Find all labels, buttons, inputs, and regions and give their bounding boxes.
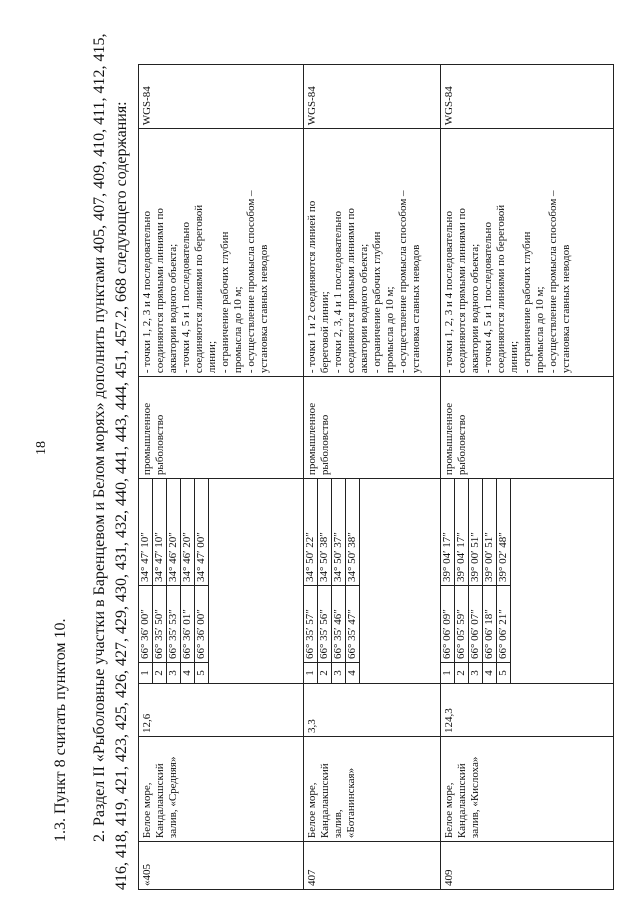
fishing-type-line: промышленное (141, 402, 153, 476)
point-number: 4 (346, 663, 360, 684)
datum-label: WGS-84 (141, 86, 153, 126)
paragraph-item-2: 2. Раздел II «Рыболовные участки в Баренцевом и Белом морях» дополнить пунктами 405, 407, 409, 410, 411, 412, 415, (91, 33, 108, 842)
fishing-type-cell (139, 377, 304, 479)
coordinates-table (304, 479, 360, 683)
point-number: 1 (441, 663, 455, 684)
table-row (304, 65, 441, 890)
latitude: 66° 06′ 21″ (497, 586, 511, 663)
longitude: 34° 50′ 38″ (318, 479, 332, 585)
latitude: 66° 35′ 56″ (318, 586, 332, 663)
boundary-description-line: - точки 1, 2, 3 и 4 последовательно (141, 211, 153, 374)
fishing-type-cell (441, 377, 614, 479)
fishing-type-line: рыболовство (154, 414, 166, 476)
coordinates-table (139, 479, 209, 683)
latitude: 66° 36′ 00″ (139, 586, 153, 663)
boundary-description-line: соединяются линиями по береговой (193, 204, 205, 374)
coordinate-row (497, 479, 511, 683)
coordinate-row (346, 479, 360, 683)
fishing-areas-table (138, 64, 614, 890)
longitude: 34° 50′ 37″ (332, 479, 346, 585)
longitude: 34° 47′ 10″ (153, 479, 167, 585)
point-number: 1 (304, 663, 318, 684)
longitude: 34° 47′ 00″ (195, 479, 209, 585)
area-size: 3,3 (306, 719, 318, 734)
boundary-description-line: акватории водного объекта; (469, 243, 481, 374)
coordinate-row (469, 479, 483, 683)
area-size-cell (139, 684, 304, 737)
latitude: 66° 35′ 47″ (346, 586, 360, 663)
longitude: 34° 50′ 22″ (304, 479, 318, 585)
coordinates-cell (139, 479, 304, 684)
point-number: 1 (139, 663, 153, 684)
area-size: 12,6 (141, 713, 153, 734)
coordinate-row (139, 479, 153, 683)
coordinate-row (153, 479, 167, 683)
boundary-description-line: - ограничение рабочих глубин (371, 231, 383, 374)
area-name-line: Кандалакшский (154, 763, 166, 839)
latitude: 66° 35′ 53″ (167, 586, 181, 663)
longitude: 34° 46′ 20″ (181, 479, 195, 585)
area-number-cell (304, 842, 441, 890)
boundary-description-line: соединяются прямыми линиями по (345, 208, 357, 374)
longitude: 39° 04′ 17″ (441, 479, 455, 585)
coordinates-cell (304, 479, 441, 684)
coordinate-row (483, 479, 497, 683)
longitude: 39° 00′ 51″ (483, 479, 497, 585)
longitude: 39° 00′ 51″ (469, 479, 483, 585)
fishing-type-cell (304, 377, 441, 479)
boundary-description-line: - осуществление промысла способом – (245, 190, 257, 374)
latitude: 66° 35′ 46″ (332, 586, 346, 663)
coordinates-table (441, 479, 511, 683)
fishing-type-line: рыболовство (456, 414, 468, 476)
latitude: 66° 35′ 57″ (304, 586, 318, 663)
area-name-line: «Ботанинская» (345, 767, 357, 839)
boundary-description-line: промысла до 10 м; (384, 286, 396, 374)
area-name-line: Белое море, (306, 782, 318, 839)
boundary-description-line: установка ставных неводов (560, 244, 572, 374)
area-number: «405 (141, 864, 153, 886)
latitude: 66° 06′ 18″ (483, 586, 497, 663)
boundary-description-line: акватории водного объекта; (358, 243, 370, 374)
area-name-cell (441, 737, 614, 842)
coordinate-row (167, 479, 181, 683)
point-number: 2 (455, 663, 469, 684)
boundary-description-line: - осуществление промысла способом – (547, 190, 559, 374)
latitude: 66° 36′ 01″ (181, 586, 195, 663)
boundary-description-line: - точки 4, 5 и 1 последовательно (180, 222, 192, 374)
point-number: 5 (195, 663, 209, 684)
point-number: 2 (318, 663, 332, 684)
area-size-cell (304, 684, 441, 737)
point-number: 5 (497, 663, 511, 684)
point-number: 4 (483, 663, 497, 684)
paragraph-item-2-continued: 416, 418, 419, 421, 423, 425, 426, 427, 429, 430, 431, 432, 440, 441, 443, 444, 451, 457.2, 668 следующего содержания: (113, 101, 130, 890)
area-name-line: залив, «Кислоха» (469, 756, 481, 839)
paragraph-item-1-3: 1.3. Пункт 8 считать пунктом 10. (52, 618, 69, 842)
longitude: 39° 02′ 48″ (497, 479, 511, 585)
longitude: 34° 47′ 10″ (139, 479, 153, 585)
coordinate-row (455, 479, 469, 683)
table-row (139, 65, 304, 890)
boundary-description-line: соединяются прямыми линиями по (154, 208, 166, 374)
boundary-description-line: линии; (508, 341, 520, 374)
point-number: 2 (153, 663, 167, 684)
boundary-description-cell (304, 129, 441, 377)
boundary-description-line: акватории водного объекта; (167, 243, 179, 374)
boundary-description-line: линии; (206, 341, 218, 374)
fishing-type-line: промышленное (306, 402, 318, 476)
datum-cell (304, 65, 441, 129)
longitude: 34° 46′ 20″ (167, 479, 181, 585)
boundary-description-line: - осуществление промысла способом – (397, 190, 409, 374)
coordinate-row (195, 479, 209, 683)
boundary-description-line: - точки 1, 2, 3 и 4 последовательно (443, 211, 455, 374)
boundary-description-cell (139, 129, 304, 377)
boundary-description-line: береговой линии; (319, 291, 331, 374)
coordinates-cell (441, 479, 614, 684)
document-sheet (40, 12, 600, 892)
area-number-cell (441, 842, 614, 890)
coordinate-row (304, 479, 318, 683)
datum-cell (441, 65, 614, 129)
datum-label: WGS-84 (443, 86, 455, 126)
boundary-description-line: промысла до 10 м; (534, 286, 546, 374)
latitude: 66° 05′ 59″ (455, 586, 469, 663)
fishing-type-line: промышленное (443, 402, 455, 476)
area-name-line: Белое море, (141, 782, 153, 839)
fishing-type-line: рыболовство (319, 414, 331, 476)
coordinate-row (441, 479, 455, 683)
boundary-description-line: соединяются линиями по береговой (495, 204, 507, 374)
boundary-description-line: установка ставных неводов (410, 244, 422, 374)
area-name-line: Кандалакшский (319, 763, 331, 839)
page-number: 18 (34, 441, 49, 455)
area-size-cell (441, 684, 614, 737)
point-number: 3 (332, 663, 346, 684)
area-name-line: Кандалакшский (456, 763, 468, 839)
area-number: 409 (443, 869, 455, 886)
area-name-line: Белое море, (443, 782, 455, 839)
boundary-description-cell (441, 129, 614, 377)
boundary-description-line: промысла до 10 м; (232, 286, 244, 374)
longitude: 34° 50′ 38″ (346, 479, 360, 585)
boundary-description-line: - ограничение рабочих глубин (521, 231, 533, 374)
area-name-line: залив, «Средняя» (167, 756, 179, 839)
latitude: 66° 06′ 07″ (469, 586, 483, 663)
point-number: 3 (167, 663, 181, 684)
point-number: 3 (469, 663, 483, 684)
datum-cell (139, 65, 304, 129)
area-name-line: залив, (332, 809, 344, 839)
datum-label: WGS-84 (306, 86, 318, 126)
latitude: 66° 06′ 09″ (441, 586, 455, 663)
boundary-description-line: соединяются прямыми линиями по (456, 208, 468, 374)
area-name-cell (304, 737, 441, 842)
latitude: 66° 36′ 00″ (195, 586, 209, 663)
area-number-cell (139, 842, 304, 890)
latitude: 66° 35′ 50″ (153, 586, 167, 663)
area-number: 407 (306, 869, 318, 886)
coordinate-row (181, 479, 195, 683)
boundary-description-line: - точки 4, 5 и 1 последовательно (482, 222, 494, 374)
boundary-description-line: - точки 2, 3, 4 и 1 последовательно (332, 211, 344, 374)
area-name-cell (139, 737, 304, 842)
table-row (441, 65, 614, 890)
longitude: 39° 04′ 17″ (455, 479, 469, 585)
area-size: 124,3 (443, 708, 455, 734)
coordinate-row (318, 479, 332, 683)
boundary-description-line: - точки 1 и 2 соединяются линией по (306, 200, 318, 374)
boundary-description-line: установка ставных неводов (258, 244, 270, 374)
coordinate-row (332, 479, 346, 683)
point-number: 4 (181, 663, 195, 684)
boundary-description-line: - ограничение рабочих глубин (219, 231, 231, 374)
